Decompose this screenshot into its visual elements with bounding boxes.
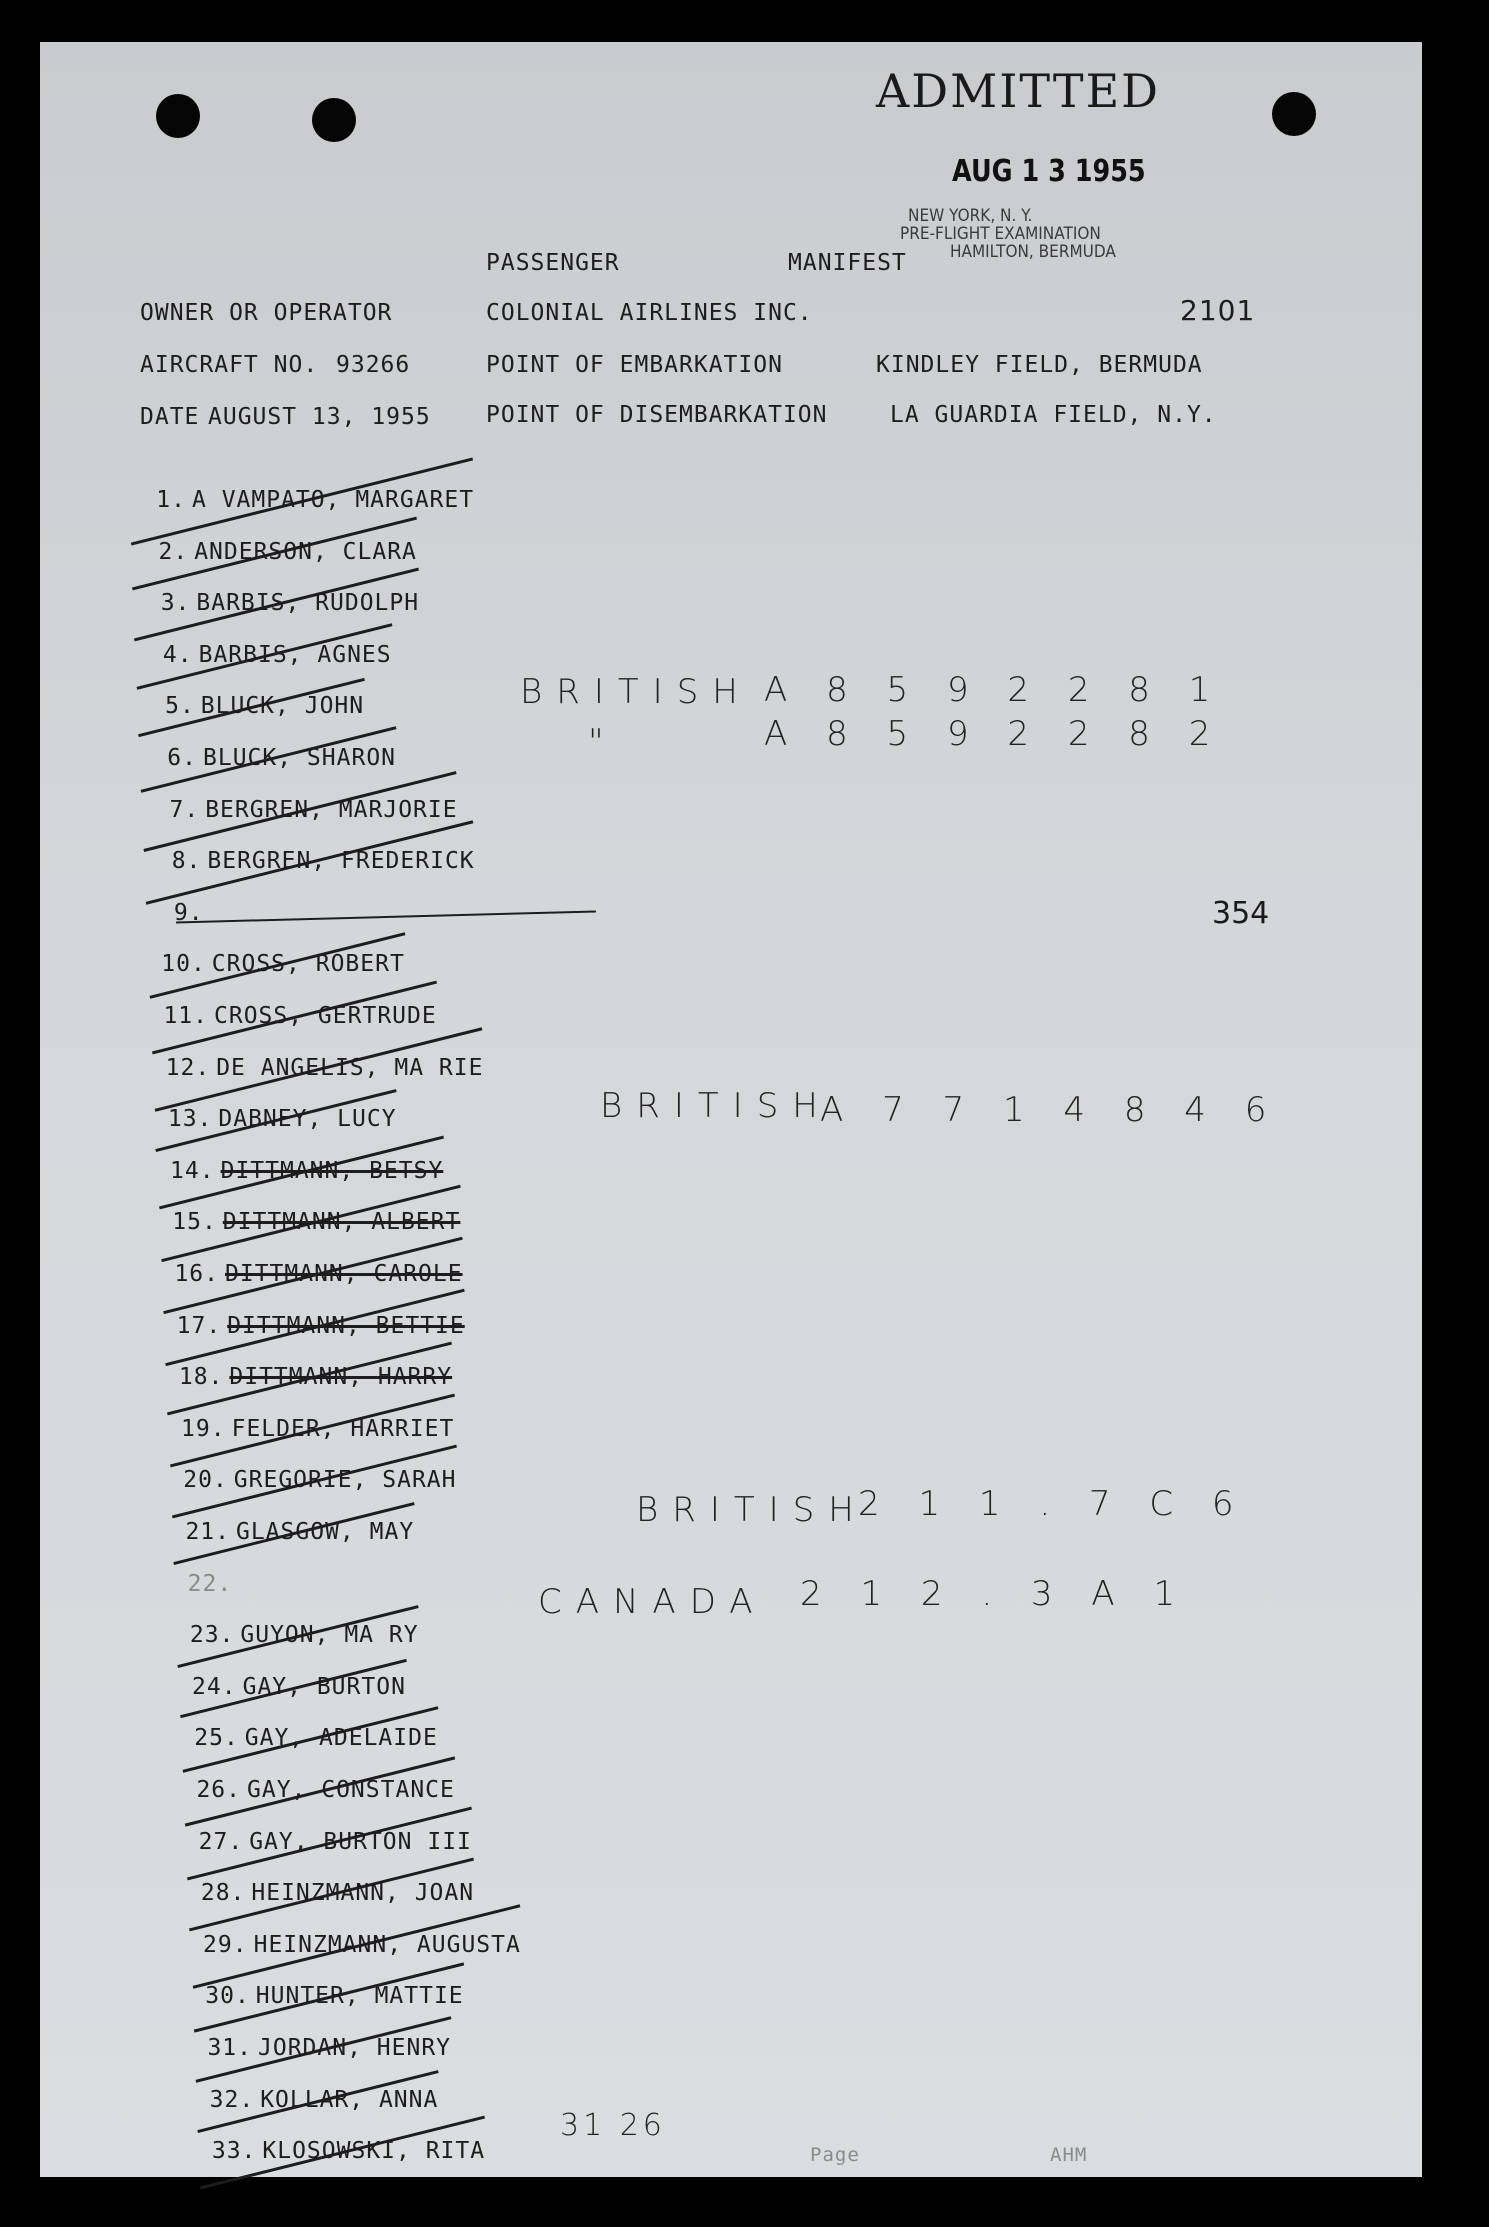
punch-hole-left-1 (156, 94, 200, 138)
passenger-name: JORDAN, HENRY (258, 2035, 452, 2061)
passenger-row (149, 1209, 461, 1235)
passenger-row (136, 900, 210, 926)
passenger-row (144, 1106, 396, 1132)
passenger-name: KLOSOWSKI, RITA (262, 2138, 486, 2165)
passenger-number: 28. (200, 1880, 246, 1907)
passenger-number: 29. (203, 1931, 248, 1958)
passenger-name: HUNTER, MATTIE (255, 1983, 464, 2010)
passenger-name: KOLLAR, ANNA (260, 2086, 439, 2113)
passenger-number: 21. (185, 1519, 230, 1545)
passenger-row (131, 797, 457, 823)
passenger-heading: PASSENGER (486, 250, 620, 276)
passport-6: A 8 5 9 2 2 8 2 (764, 714, 1225, 754)
owner-value: COLONIAL AIRLINES INC. (486, 300, 813, 326)
passenger-number: 20. (183, 1467, 228, 1494)
passenger-row (173, 1777, 455, 1803)
punch-hole-left-2 (312, 98, 356, 142)
passenger-number: 31. (207, 2035, 252, 2061)
passenger-name: DITTMANN, ALBERT (222, 1209, 461, 1236)
passenger-row (164, 1571, 238, 1597)
passenger-number: 32. (209, 2086, 255, 2113)
bottom-handwritten-note: 31 26 (560, 2108, 666, 2143)
passenger-number: 19. (181, 1415, 226, 1442)
passenger-name: DITTMANN, CAROLE (225, 1261, 463, 1287)
nationality-6: " (588, 722, 618, 762)
passenger-row (155, 1364, 452, 1390)
passenger-row (160, 1467, 457, 1493)
passenger-count: 354 (1212, 896, 1270, 931)
passenger-row (127, 693, 364, 719)
owner-label: OWNER OR OPERATOR (140, 300, 393, 326)
passenger-number: 27. (198, 1828, 244, 1855)
passenger-number: 17. (176, 1312, 222, 1339)
passenger-row (142, 1055, 483, 1081)
passenger-name: GREGORIE, SARAH (233, 1467, 457, 1494)
passenger-row (140, 1003, 437, 1029)
passenger-row (120, 539, 417, 565)
passenger-number: 14. (170, 1157, 215, 1184)
passport-5: A 8 5 9 2 2 8 1 (764, 670, 1225, 710)
passenger-row (169, 1674, 406, 1700)
stamp-location: HAMILTON, BERMUDA (950, 242, 1116, 262)
stamp-examination: PRE-FLIGHT EXAMINATION (900, 224, 1101, 244)
nationality-23: CANADA (538, 1582, 767, 1622)
passenger-number: 1. (156, 487, 186, 513)
passenger-row (129, 745, 396, 771)
passenger-row (182, 1983, 464, 2009)
passenger-row (118, 487, 474, 513)
passenger-name: DE ANGELIS, MA RIE (216, 1054, 484, 1081)
aircraft-label: AIRCRAFT NO. (140, 352, 319, 378)
passenger-number: 6. (167, 745, 197, 771)
passenger-name: BARBIS, AGNES (198, 641, 392, 668)
passenger-row (158, 1416, 455, 1442)
passenger-number: 22. (187, 1570, 233, 1597)
passenger-number: 16. (174, 1261, 219, 1287)
date-value: AUGUST 13, 1955 (208, 404, 431, 430)
passenger-name: GAY, ADELAIDE (244, 1725, 438, 1752)
passenger-number: 26. (196, 1777, 241, 1803)
manifest-heading: MANIFEST (788, 250, 907, 276)
passenger-name: HEINZMANN, AUGUSTA (253, 1931, 521, 1958)
disembarkation-value: LA GUARDIA FIELD, N.Y. (890, 402, 1217, 428)
passenger-name: CROSS, ROBERT (211, 951, 405, 978)
manifest-page (40, 42, 1422, 2177)
passenger-row (125, 642, 392, 668)
admitted-stamp: ADMITTED (876, 64, 1161, 118)
passenger-name: BERGREN, MARJORIE (205, 796, 458, 823)
passenger-number: 33. (211, 2138, 257, 2165)
passenger-number: 12. (165, 1054, 211, 1081)
passenger-name: FELDER, HARRIET (231, 1415, 455, 1442)
passenger-row (171, 1725, 438, 1751)
passenger-row (162, 1519, 414, 1545)
passenger-name: GAY, BURTON III (249, 1828, 472, 1855)
passport-21: 2 1 1 . 7 C 6 (858, 1484, 1248, 1524)
passenger-number: 15. (172, 1209, 217, 1236)
passenger-name: GLASGOW, MAY (236, 1519, 415, 1545)
passenger-number: 8. (171, 848, 202, 875)
passenger-number: 30. (205, 1983, 250, 2010)
stamp-city: NEW YORK, N. Y. (908, 206, 1033, 226)
passenger-name: ANDERSON, CLARA (194, 538, 417, 565)
passenger-number: 7. (169, 796, 200, 823)
cancelled-line (176, 910, 596, 923)
passenger-number: 9. (173, 899, 204, 926)
passenger-name: BLUCK, JOHN (200, 693, 365, 720)
date-label: DATE (140, 404, 200, 430)
passenger-number: 2. (158, 538, 189, 565)
passenger-row (180, 1932, 521, 1958)
passenger-name: HEINZMANN, JOAN (251, 1880, 475, 1907)
passenger-number: 11. (163, 1003, 208, 1029)
passenger-name: DITTMANN, BETSY (220, 1157, 444, 1184)
passenger-number: 5. (165, 693, 195, 720)
passenger-number: 13. (167, 1106, 213, 1133)
passenger-row (188, 2138, 485, 2164)
passenger-name: DABNEY, LUCY (218, 1106, 397, 1133)
passenger-row (151, 1261, 463, 1287)
embarkation-value: KINDLEY FIELD, BERMUDA (876, 352, 1203, 378)
passenger-name: DITTMANN, HARRY (229, 1364, 453, 1391)
passenger-name: GAY, CONSTANCE (247, 1777, 455, 1803)
passenger-name: DITTMANN, BETTIE (227, 1312, 465, 1339)
nationality-13: BRITISH (600, 1086, 832, 1126)
passenger-row (138, 951, 405, 977)
embarkation-label: POINT OF EMBARKATION (486, 352, 783, 378)
passenger-number: 25. (194, 1725, 239, 1752)
passenger-row (186, 2087, 438, 2113)
nationality-21: BRITISH (636, 1490, 868, 1530)
passenger-name: BARBIS, RUDOLPH (196, 590, 420, 617)
passenger-number: 23. (189, 1622, 235, 1649)
page-reference: 2101 (1180, 294, 1256, 327)
passenger-row (175, 1829, 472, 1855)
passenger-number: 10. (161, 951, 206, 978)
passenger-name: GAY, BURTON (242, 1673, 406, 1700)
passenger-number: 4. (162, 641, 193, 668)
passenger-row (153, 1313, 465, 1339)
passport-23: 2 1 2 . 3 A 1 (800, 1574, 1190, 1614)
passenger-name: CROSS, GERTRUDE (214, 1003, 437, 1029)
passenger-row (147, 1158, 444, 1184)
passenger-name: GUYON, MA RY (240, 1622, 419, 1649)
punch-hole-right (1272, 92, 1316, 136)
passenger-name: A VAMPATO, MARGARET (192, 487, 475, 513)
passport-13: A 7 7 1 4 8 4 6 (820, 1090, 1281, 1130)
passenger-number: 24. (192, 1673, 237, 1700)
passenger-row (177, 1880, 474, 1906)
passenger-name: BERGREN, FREDERICK (207, 848, 475, 875)
disembarkation-label: POINT OF DISEMBARKATION (486, 402, 828, 428)
passenger-number: 18. (178, 1364, 224, 1391)
footer-page: Page (810, 2144, 860, 2166)
stamp-date: AUG 1 3 1955 (952, 154, 1146, 189)
passenger-row (166, 1622, 418, 1648)
aircraft-number: 93266 (336, 352, 411, 378)
passenger-name: BLUCK, SHARON (203, 745, 397, 771)
passenger-row (122, 590, 419, 616)
passenger-number: 3. (160, 590, 191, 617)
passenger-row (133, 848, 474, 874)
nationality-5: BRITISH (520, 672, 752, 712)
footer-initials: AHM (1050, 2144, 1088, 2166)
passenger-row (184, 2035, 451, 2061)
